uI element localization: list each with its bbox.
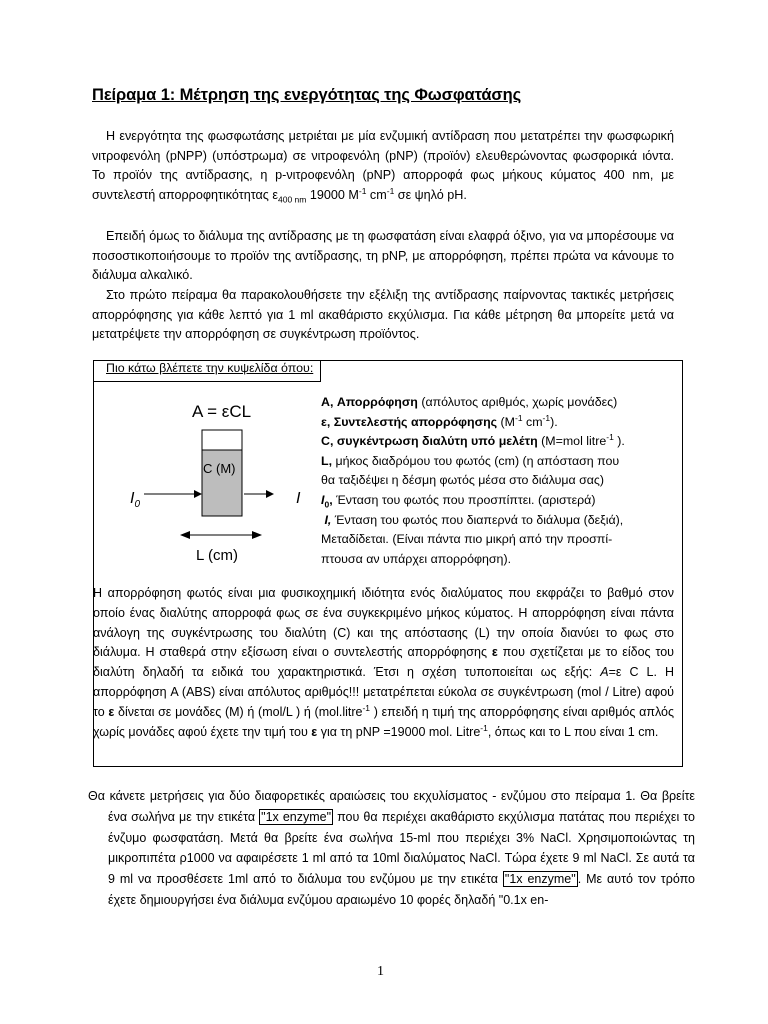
- explanation-text-g: , όπως και το L που είναι 1 cm.: [487, 724, 659, 739]
- i0-subscript: 0: [134, 499, 141, 510]
- term-extinction: ε, Συντελεστής απορρόφησης: [321, 414, 498, 429]
- term-transmitted: I,: [324, 512, 332, 527]
- cuvette-empty-top: [202, 430, 242, 450]
- page-title: Πείραμα 1: Μέτρηση της ενεργότητας της Φωσφατάσης: [92, 86, 522, 104]
- unit-exponent: -1: [362, 702, 371, 713]
- procedure-text-3: . Με αυτό τον τρόπο έχετε δημιουργήσει ένα διάλυμα ενζύμου αραιωμένο 10 φορές δηλαδή "0.1x en-: [108, 872, 695, 907]
- term-definitions: [321, 393, 673, 569]
- def-transmitted: [321, 511, 673, 531]
- beer-lambert-formula: A = εCL: [192, 402, 252, 421]
- def-transmitted-text: Ένταση του φωτός που διαπερνά το διάλυμα (δεξιά),: [331, 512, 624, 527]
- term-concentration: C, συγκέντρωση διαλύτη υπό μελέτη: [321, 434, 538, 449]
- intro-p1-text-c: cm: [366, 187, 387, 202]
- explanation-text-e: ) επειδή η τιμή της απορρόφησης είναι αριθμός απλός χωρίς μονάδες αφού έχετε την τιμή του: [93, 704, 674, 739]
- term-absorbance: A, Απορρόφηση: [321, 395, 418, 409]
- def-absorbance-text: (απόλυτος αριθμός, χωρίς μονάδες): [417, 395, 618, 409]
- unit-exponent: -1: [542, 412, 551, 423]
- def-transmitted-cont: Μεταδίδεται. (Είναι πάντα πιο μικρή από την προσπί-: [321, 532, 613, 547]
- intro-p1-text-a: Η ενεργότητα της φωσφωτάσης μετριέται με μία ενζυμική αντίδραση που μετατρέπει την φωσφωρική νιτροφενόλη (pNPP) (υπόστρωμα) σε νιτροφενόλη (pNP) (προϊόν) ελευθερώνοντας φωσφορικά ιόντα. Το προϊόν της αντίδρασης, η p-νιτροφενόλη (pNP) απορροφά φως μήκους κύματος 400 nm, με συντελεστή απορροφητικότητας ε: [92, 129, 674, 202]
- enzyme-label-boxed: "1x enzyme": [261, 809, 332, 824]
- def-concentration-text2: ).: [613, 434, 625, 449]
- epsilon-symbol: ε: [108, 704, 115, 719]
- def-length-text: μήκος διαδρόμου του φωτός (cm) (η απόσταση που: [332, 453, 620, 468]
- def-absorbance: [321, 393, 673, 413]
- epsilon-subscript: 400 nm: [278, 194, 307, 205]
- def-concentration: [321, 432, 673, 452]
- term-incident-comma: ,: [329, 492, 333, 507]
- i0-letter: I: [130, 490, 135, 507]
- intro-p1-text-b: 19000 M: [306, 187, 359, 202]
- procedure-text-2: που θα περιέχει ακαθάριστο εκχύλισμα πατάτας που περιέχει το ένζυμο φωσφατάση. Μετά θα βρείτε ένα σωλήνα 15-ml που περιέχει 3% NaCl. Χρησιμοποιώντας τη μικροπιπέτα ρ1000 να αφαιρέσετε 1 ml από τα 10ml διαλύματος NaCl. Τώρα έχετε 9 ml NaCl. Σε αυτά τα 9 ml να προσθέσετε 1ml από το διάλυμα του ενζύμου με την ετικέτα: [108, 809, 695, 887]
- def-extinction-text2: cm: [522, 414, 543, 429]
- epsilon-symbol: ε: [311, 724, 318, 739]
- box-caption: [93, 360, 321, 382]
- intro-paragraph-2: [92, 227, 674, 286]
- page-number: 1: [377, 964, 384, 979]
- enzyme-label-boxed: "1x enzyme": [504, 872, 576, 887]
- unit-exponent: -1: [515, 412, 523, 423]
- intro-p1-text-d: σε ψηλό pH.: [394, 187, 467, 202]
- cuvette-diagram: [120, 395, 320, 570]
- explanation-text-f: για τη pNP =19000 mol. Litre: [317, 724, 481, 739]
- def-extinction-text3: ).: [550, 414, 558, 429]
- unit-exponent: -1: [480, 722, 488, 733]
- term-length: L,: [321, 453, 333, 468]
- def-incident: [321, 491, 673, 511]
- path-length-arrowhead-left: [180, 531, 190, 539]
- incident-arrowhead: [194, 490, 202, 498]
- unit-exponent: -1: [358, 185, 367, 196]
- intro-p2-text: Επειδή όμως το διάλυμα της αντίδρασης με τη φωσφατάση είναι ελαφρά όξινο, για να μπορέσουμε να ποσοστικοποιήσουμε το προϊόν της αντίδρασης, τη pNP, με απορρόφηση, πρέπει πρώτα να κάνουμε το διάλυμα αλκαλικό.: [92, 229, 674, 283]
- unit-exponent: -1: [606, 432, 614, 443]
- path-length-label: L (cm): [196, 547, 238, 564]
- def-extinction-text: (M: [497, 414, 515, 429]
- box-caption-text: Πιο κάτω βλέπετε την κυψελίδα όπου:: [106, 361, 314, 375]
- def-length-cont: θα ταξιδέψει η δέσμη φωτός μέσα στο διάλυμα σας): [321, 473, 605, 488]
- def-length: [321, 452, 673, 472]
- transmitted-intensity-label: I: [296, 490, 301, 507]
- incident-intensity-label: [130, 490, 140, 510]
- absorbance-explanation: [93, 584, 674, 742]
- absorbance-symbol: A: [600, 665, 609, 680]
- term-incident-subscript: 0: [324, 499, 330, 510]
- procedure-text-1: Θα κάνετε μετρήσεις για δύο διαφορετικές αραιώσεις του εκχυλίσματος - ενζύμου στο πείραμα 1. Θα βρείτε ένα σωλήνα με την ετικέτα: [88, 789, 695, 824]
- explanation-text-b: που σχετίζεται με το είδος του διαλύτη δηλαδή τα ειδικά του χαρακτηριστικά. Έτσι η σχέση τυποποιείται ως εξής:: [93, 645, 674, 680]
- cuvette-concentration-label: C (M): [203, 461, 236, 476]
- def-transmitted-cont2: πτουσα αν υπάρχει απορρόφηση).: [321, 551, 512, 566]
- epsilon-symbol: ε: [491, 645, 498, 660]
- intro-p3-text: Στο πρώτο πείραμα θα παρακολουθήσετε την εξέλιξη της αντίδρασης παίρνοντας τακτικές μετρήσεις απορρόφησης για κάθε λεπτό για 1 ml ακαθάριστο εκχύλισμα. Για κάθε μέτρηση θα μπορείτε μετά να μετατρέψετε την απορρόφηση σε συγκέντρωση προϊόντος.: [92, 288, 674, 342]
- procedure-item: [88, 786, 695, 911]
- explanation-text-c: =ε C L. Η απορρόφηση A (ABS) είναι απόλυτος αριθμός!!! μετατρέπεται εύκολα σε συγκέντρωση (mol / Litre) αφού το: [93, 665, 674, 719]
- intro-paragraph-1: [92, 127, 674, 205]
- transmitted-arrowhead: [266, 490, 274, 498]
- def-extinction: [321, 413, 673, 433]
- cuvette-solution: [202, 450, 242, 516]
- intro-paragraph-3: [92, 286, 674, 345]
- term-incident: I: [321, 492, 325, 507]
- explanation-text-a: Η απορρόφηση φωτός είναι μια φυσικοχημική ιδιότητα ενός διαλύματος που εκφράζει το βαθμό στον οποίο ένας διαλύτης απορροφά φως σε ένα συγκεκριμένο μήκος κύματος. Η απορρόφηση είναι πάντα ανάλογη της συγκέντρωσης του διαλύτη (C) και της απόστασης (L) την οποία διανύει το φως στο διάλυμα. Η σταθερά στην εξίσωση είναι ο συντελεστής απορρόφησης: [93, 586, 674, 660]
- def-concentration-text: (M=mol litre: [537, 434, 607, 449]
- path-length-arrowhead-right: [252, 531, 262, 539]
- explanation-text-d: δίνεται σε μονάδες (M) ή (mol/L ) ή (mol.litre: [114, 704, 363, 719]
- def-incident-text: Ένταση του φωτός που προσπίπτει. (αριστερά): [332, 492, 596, 507]
- unit-exponent: -1: [386, 185, 395, 196]
